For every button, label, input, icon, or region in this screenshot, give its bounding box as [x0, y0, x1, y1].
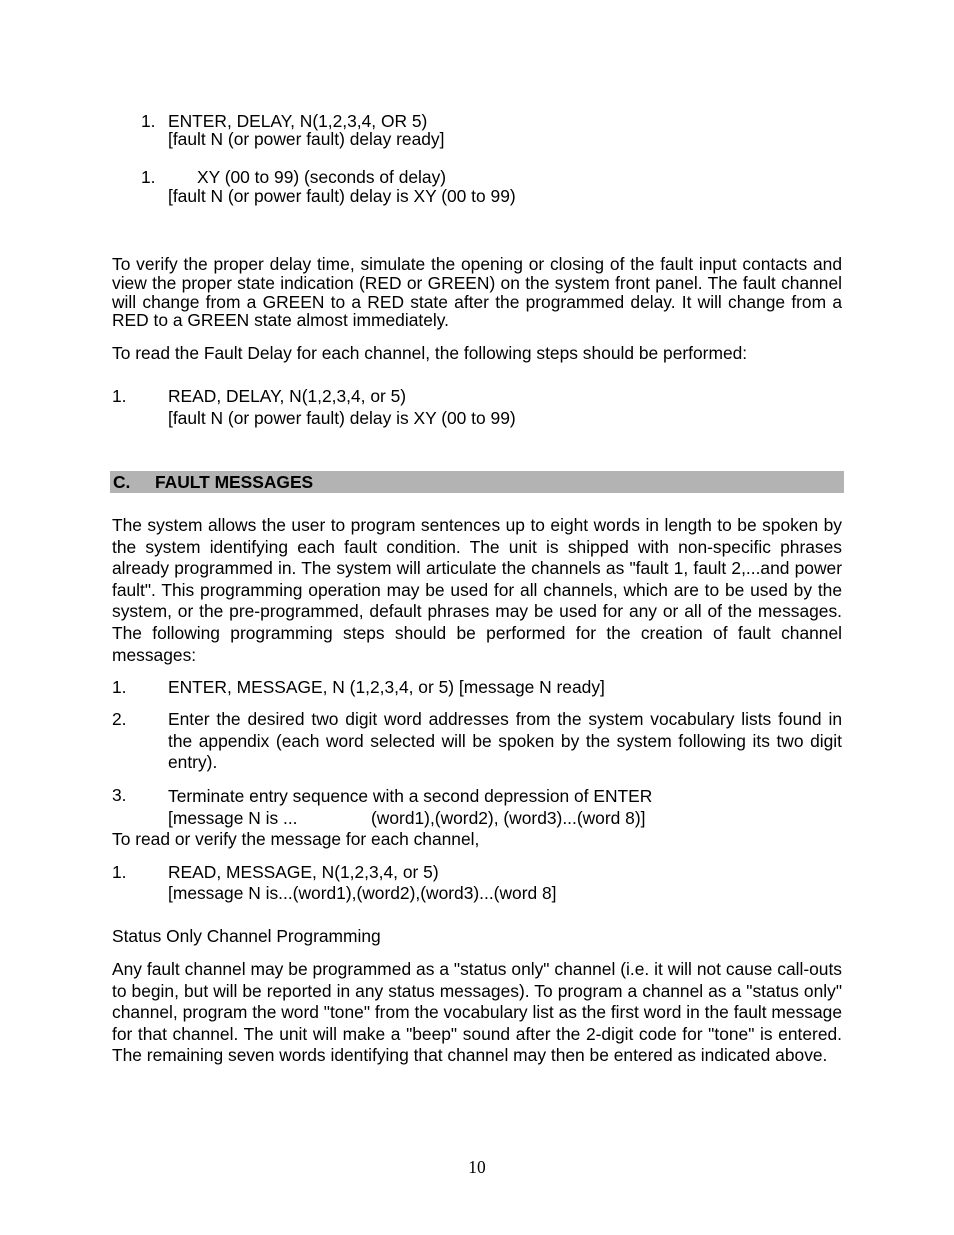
- message-step-1-number: 1.: [112, 677, 127, 697]
- message-step-3-number: 3.: [112, 785, 127, 805]
- read-delay-step-number: 1.: [112, 386, 127, 406]
- page-number: 10: [468, 1157, 486, 1177]
- section-letter: C.: [113, 472, 131, 492]
- read-delay-step-line2: [fault N (or power fault) delay is XY (00 to 99): [168, 408, 516, 428]
- delay-step-1-line2: [fault N (or power fault) delay ready]: [168, 129, 445, 149]
- section-title: FAULT MESSAGES: [155, 472, 314, 492]
- read-delay-intro: To read the Fault Delay for each channel, the following steps should be performed:: [112, 343, 748, 363]
- delay-step-2-line1: XY (00 to 99) (seconds of delay): [197, 167, 447, 187]
- verify-paragraph: To verify the proper delay time, simulate the opening or closing of the fault input contacts and view the proper state indication (RED or GREEN) on the system front panel. The fault channel will change from a GREEN to a RED state after the programmed delay. It will change from a RED to a GREEN state almost immediately.: [112, 254, 842, 331]
- messages-paragraph: The system allows the user to program sentences up to eight words in length to be spoken by the system identifying each fault condition. The unit is shipped with non-specific phrases already programmed in. The system will articulate the channels as "fault 1, fault 2,...and power fault". This programming operation may be used for all channels, which are to be used by the system, or the pre-programmed, default phrases may be used for any or all of the messages. The following programming steps should be performed for the creation of fault channel messages:: [112, 515, 842, 665]
- delay-step-2-line2: [fault N (or power fault) delay is XY (00 to 99): [168, 186, 516, 206]
- read-delay-step-line1: READ, DELAY, N(1,2,3,4, or 5): [168, 386, 407, 406]
- message-step-3-sub-a: [message N is ...: [168, 808, 298, 828]
- delay-step-1-number: 1.: [141, 111, 156, 131]
- delay-step-2-number: 1.: [141, 167, 156, 187]
- message-step-1-text: ENTER, MESSAGE, N (1,2,3,4, or 5) [message N ready]: [168, 677, 605, 697]
- delay-step-1-line1: ENTER, DELAY, N(1,2,3,4, OR 5): [168, 111, 428, 131]
- read-message-step-line1: READ, MESSAGE, N(1,2,3,4, or 5): [168, 862, 439, 882]
- section-header-bar: [110, 471, 844, 493]
- status-heading: Status Only Channel Programming: [112, 926, 381, 946]
- read-message-intro: To read or verify the message for each channel,: [112, 829, 480, 849]
- message-step-2-number: 2.: [112, 709, 127, 729]
- read-message-step-number: 1.: [112, 862, 127, 882]
- status-paragraph: Any fault channel may be programmed as a "status only" channel (i.e. it will not cause call-outs to begin, but will be reported in any status messages). To program a channel as a "status only" channel, program the word "tone" from the vocabulary list as the first word in the fault message for that channel. The unit will make a "beep" sound after the 2-digit code for "tone" is entered. The remaining seven words identifying that channel may then be entered as indicated above.: [112, 959, 842, 1066]
- read-message-step-line2: [message N is...(word1),(word2),(word3)...(word 8]: [168, 883, 557, 903]
- message-step-3-text: Terminate entry sequence with a second depression of ENTER: [168, 786, 653, 806]
- message-step-3-sub-b: (word1),(word2), (word3)...(word 8)]: [371, 808, 646, 828]
- message-step-2-text: Enter the desired two digit word addresses from the system vocabulary lists found in the appendix (each word selected will be spoken by the system following its two digit entry).: [168, 709, 842, 773]
